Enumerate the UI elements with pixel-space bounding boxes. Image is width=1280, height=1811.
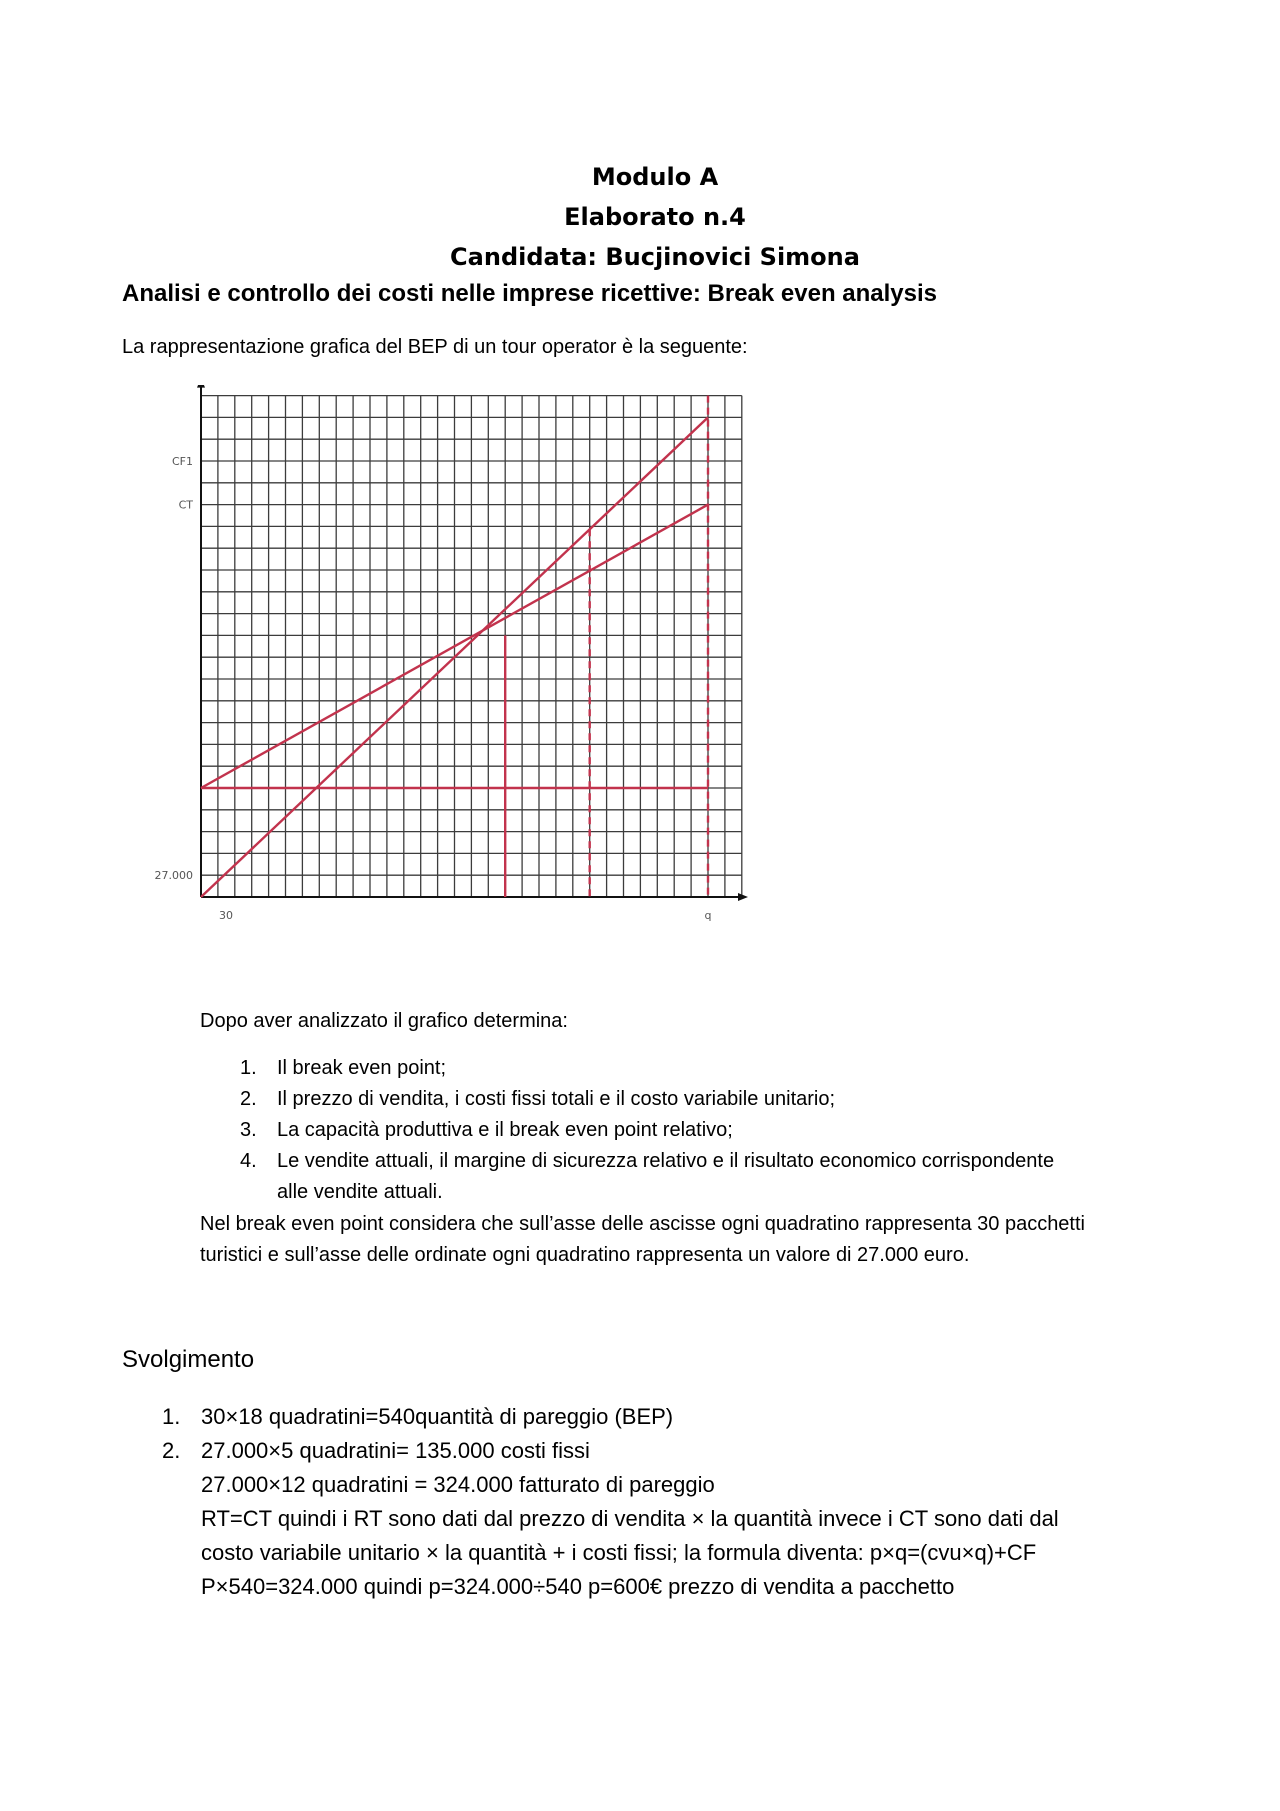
- bep-chart: [122, 385, 1072, 940]
- solution-line: P×540=324.000 quindi p=324.000÷540 p=600€ prezzo di vendita a pacchetto: [201, 1574, 955, 1599]
- x-axis-label: q: [704, 909, 712, 922]
- solution-item: 2. 27.000×5 quadratini= 135.000 costi fissi: [162, 1438, 590, 1463]
- elaborato-title: Elaborato n.4: [564, 203, 746, 231]
- chart-labels: [155, 455, 712, 922]
- intro-text: La rappresentazione grafica del BEP di un tour operator è la seguente:: [122, 336, 748, 358]
- task-item: 4. Le vendite attuali, il margine di sicurezza relativo e il risultato economico corrispondente: [240, 1150, 1055, 1172]
- candidate-name: Candidata: Bucjinovici Simona: [450, 243, 860, 271]
- solution-list: [122, 1400, 1182, 1604]
- task-item: 1. Il break even point;: [240, 1057, 446, 1079]
- y-axis-arrow: [197, 385, 205, 388]
- solution-line: 27.000×12 quadratini = 324.000 fatturato di pareggio: [201, 1472, 715, 1497]
- x-axis-arrow: [738, 893, 748, 901]
- y-tick-label: CT: [178, 498, 193, 512]
- solution-line: RT=CT quindi i RT sono dati dal prezzo di vendita × la quantità invece i CT sono dati dal: [201, 1506, 1059, 1531]
- solution-item: 1. 30×18 quadratini=540quantità di pareggio (BEP): [162, 1404, 674, 1429]
- x-tick-label: 30: [219, 909, 233, 922]
- bep-chart-svg: [122, 385, 1072, 940]
- solution-line: costo variabile unitario × la quantità + i costi fissi; la formula diventa: p×q=(cvu×q)+CF: [201, 1540, 1037, 1565]
- task-list: [200, 1053, 1200, 1208]
- task-item-continuation: alle vendite attuali.: [277, 1181, 443, 1203]
- task-note: Nel break even point considera che sull’asse delle ascisse ogni quadratino rappresenta 30 pacchetti turistici e sull’asse delle ordinate ogni quadratino rappresenta un valore di 27.000 euro.: [200, 1213, 1085, 1266]
- task-item: 2. Il prezzo di vendita, i costi fissi totali e il costo variabile unitario;: [240, 1088, 836, 1110]
- y-tick-label: 27.000: [154, 869, 193, 883]
- task-intro: Dopo aver analizzato il grafico determina:: [200, 1010, 568, 1032]
- solution-heading: Svolgimento: [122, 1346, 255, 1373]
- section-heading: Analisi e controllo dei costi nelle imprese ricettive: Break even analysis: [122, 280, 938, 307]
- y-tick-label: CF1: [171, 455, 193, 468]
- task-item: 3. La capacità produttiva e il break even point relativo;: [240, 1119, 733, 1141]
- module-title: Modulo A: [591, 163, 719, 191]
